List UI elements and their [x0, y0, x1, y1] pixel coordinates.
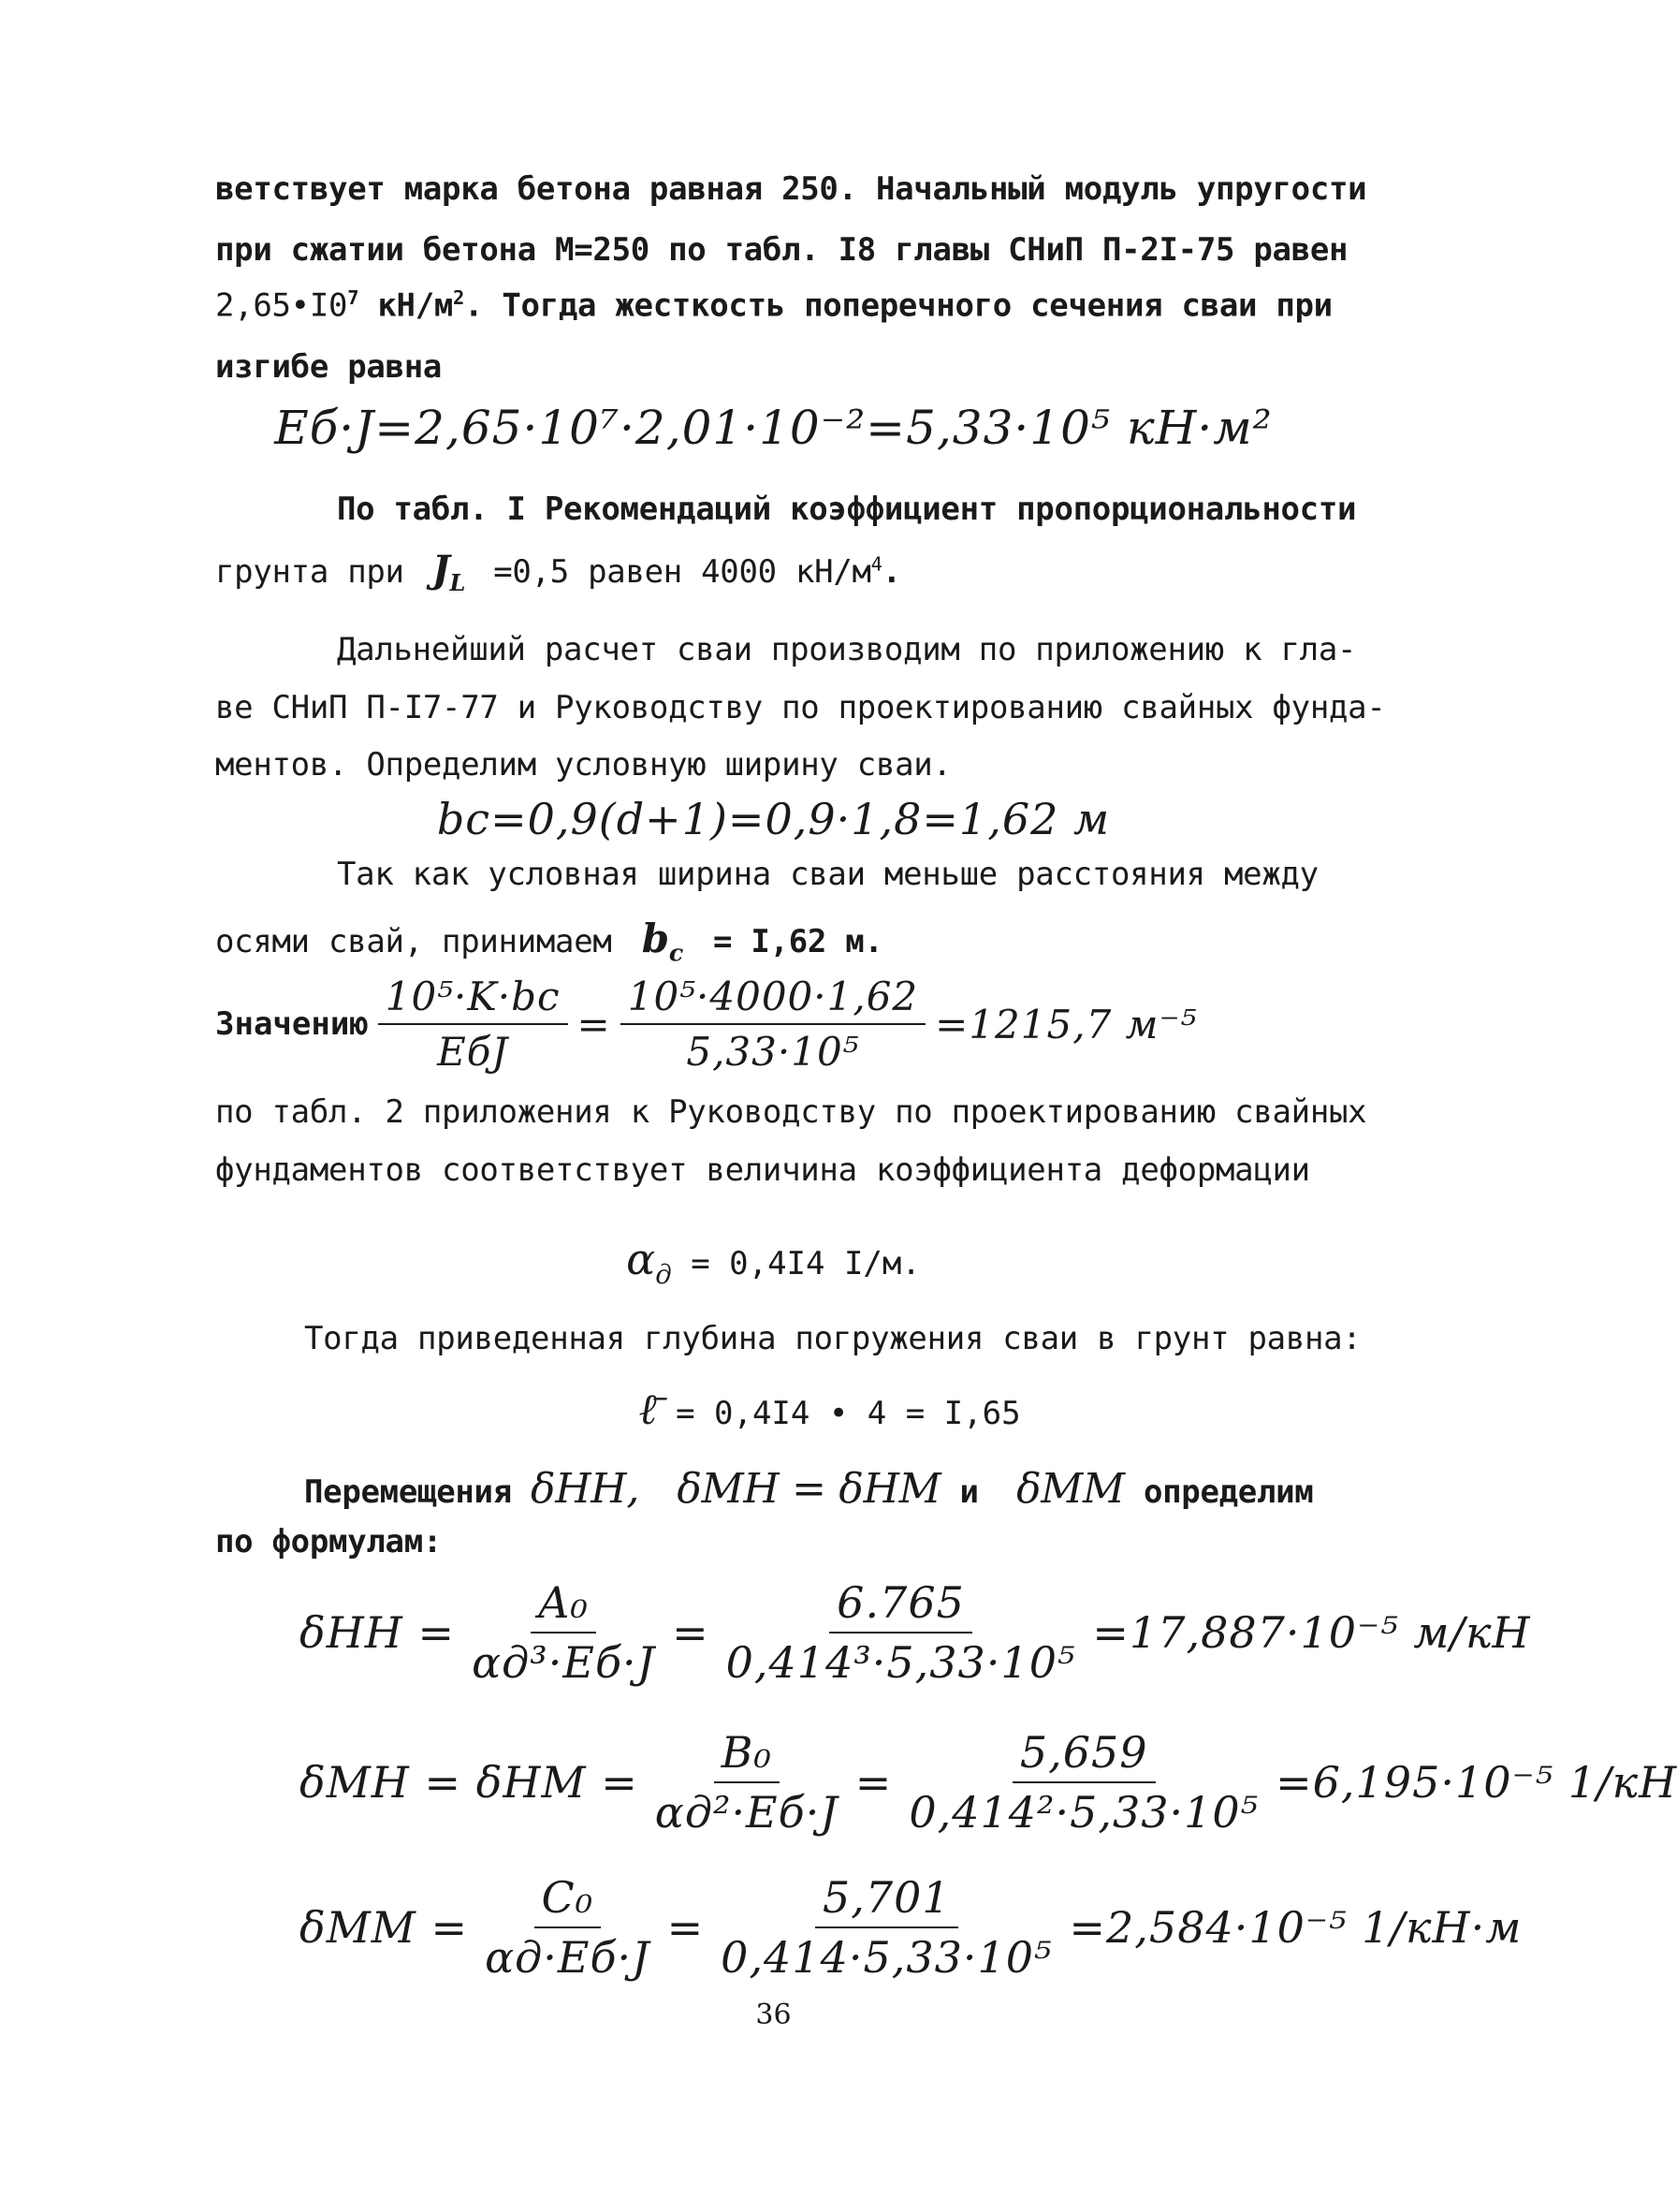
deformation-ratio-formula — [215, 974, 1197, 1075]
fraction-denominator: EбJ — [437, 1029, 509, 1075]
reduced-depth-line — [0, 1384, 1547, 1434]
fraction-numerator: 6.765 — [829, 1577, 972, 1633]
text-line-16: фундаментов соответствует величина коэффициента деформации — [215, 1151, 1310, 1189]
reduced-depth-symbol: ℓ̄ — [638, 1384, 657, 1434]
fraction-numerator: C₀ — [534, 1872, 602, 1928]
page-number: 36 — [755, 1999, 792, 2031]
fraction — [378, 974, 568, 1075]
formula-result: =17,887·10⁻⁵ м/кН — [1092, 1607, 1531, 1658]
formula-delta-mm — [299, 1872, 1522, 1983]
fraction-denominator: αд²·Eб·J — [654, 1787, 838, 1838]
text-line-20 — [304, 1465, 1313, 1513]
fraction-denominator: 5,33·10⁵ — [686, 1029, 860, 1075]
delta-mh-symbol: δMH = δHM — [677, 1465, 941, 1513]
fraction — [464, 1577, 663, 1688]
text-line-7 — [215, 548, 901, 596]
formula-result: =2,584·10⁻⁵ 1/кН·м — [1069, 1902, 1523, 1953]
formula-result: =6,195·10⁻⁵ 1/кН — [1276, 1757, 1677, 1808]
formula-lhs: δHH = — [299, 1607, 456, 1658]
fraction — [620, 974, 926, 1075]
text-line-13 — [215, 916, 883, 966]
fraction-denominator: 0,414²·5,33·10⁵ — [909, 1787, 1260, 1838]
formula-lhs: δMH = δHM = — [299, 1757, 638, 1808]
superscript: 2 — [453, 286, 465, 309]
fraction — [648, 1727, 846, 1838]
fraction-denominator: αд³·Eб·J — [472, 1637, 656, 1688]
superscript: 4 — [870, 552, 882, 576]
text-fragment: Значению — [215, 1005, 369, 1043]
text-fragment: . — [882, 553, 901, 591]
text-fragment: кН/м — [358, 286, 454, 325]
fraction — [477, 1872, 658, 1983]
width-symbol: $b_c$ — [641, 916, 683, 967]
formula-delta-hh — [299, 1577, 1531, 1688]
equals-sign: = — [854, 1757, 893, 1808]
fraction-numerator: 5,701 — [815, 1872, 958, 1928]
fraction — [719, 1577, 1084, 1688]
delta-hh-symbol: δHH, — [531, 1465, 640, 1513]
text-fragment: = 0,4I4 • 4 = I,65 — [656, 1395, 1021, 1432]
text-line-3 — [215, 286, 1333, 324]
stiffness-formula: Eб·J=2,65·10⁷·2,01·10⁻²=5,33·10⁵ кН·м² — [274, 401, 1273, 455]
fraction-result: =1215,7 м⁻⁵ — [935, 1001, 1198, 1047]
text-line-10: ментов. Определим условную ширину сваи. — [215, 746, 952, 784]
text-line-15: по табл. 2 приложения к Руководству по проектированию свайных — [215, 1093, 1367, 1131]
text-fragment: 2,65•I0 — [215, 286, 348, 325]
equals-sign: = — [666, 1902, 705, 1953]
text-fragment: и — [941, 1473, 998, 1511]
text-line-9: ве СНиП П-I7-77 и Руководству по проектированию свайных фунда- — [215, 689, 1386, 726]
formula-delta-mh — [299, 1727, 1677, 1838]
fraction-numerator: 10⁵·K·bc — [378, 974, 568, 1025]
text-fragment: определим — [1124, 1473, 1314, 1511]
text-fragment: грунта при — [215, 553, 423, 591]
text-fragment: = 0,4I4 I/м. — [671, 1245, 921, 1282]
formula-lhs: δMM = — [299, 1902, 469, 1953]
fraction — [713, 1872, 1059, 1983]
text-line-4: изгибе равна — [215, 348, 443, 386]
deformation-coefficient-line — [0, 1234, 1547, 1290]
text-fragment: . Тогда жесткость поперечного сечения сваи при — [464, 286, 1333, 325]
text-line-21: по формулам: — [215, 1523, 443, 1560]
conventional-width-formula: bc=0,9(d+1)=0,9·1,8=1,62 м — [436, 794, 1111, 844]
superscript: 7 — [347, 286, 359, 309]
liquidity-index-symbol: $J_L$ — [431, 548, 466, 596]
text-line-2: при сжатии бетона М=250 по табл. I8 главы СНиП П-2I-75 равен — [215, 231, 1349, 269]
text-line-8: Дальнейший расчет сваи производим по приложению к гла- — [337, 631, 1357, 668]
text-line-6: По табл. I Рекомендаций коэффициент пропорциональности — [337, 491, 1357, 528]
alpha-symbol: $\alpha_д$ — [626, 1234, 672, 1291]
fraction-denominator: 0,414³·5,33·10⁵ — [725, 1637, 1076, 1688]
fraction-denominator: αд·Eб·J — [485, 1932, 650, 1983]
delta-mm-symbol: δMM — [1016, 1465, 1125, 1513]
fraction-numerator: B₀ — [714, 1727, 780, 1783]
fraction — [901, 1727, 1266, 1838]
text-fragment: = I,62 м. — [693, 923, 883, 960]
text-line-12: Так как условная ширина сваи меньше расстояния между — [337, 856, 1319, 893]
text-fragment: =0,5 равен 4000 кН/м — [474, 553, 871, 591]
text-fragment: Перемещения — [304, 1473, 532, 1511]
fraction-numerator: 10⁵·4000·1,62 — [620, 974, 926, 1025]
equals-sign: = — [672, 1607, 709, 1658]
text-line-18: Тогда приведенная глубина погружения сваи в грунт равна: — [304, 1320, 1362, 1357]
fraction-numerator: A₀ — [531, 1577, 596, 1633]
text-line-1: ветствует марка бетона равная 250. Начальный модуль упругости — [215, 170, 1367, 208]
fraction-denominator: 0,414·5,33·10⁵ — [721, 1932, 1053, 1983]
equals-sign: = — [576, 1001, 611, 1047]
text-fragment: осями свай, принимаем — [215, 923, 631, 960]
fraction-numerator: 5,659 — [1013, 1727, 1156, 1783]
